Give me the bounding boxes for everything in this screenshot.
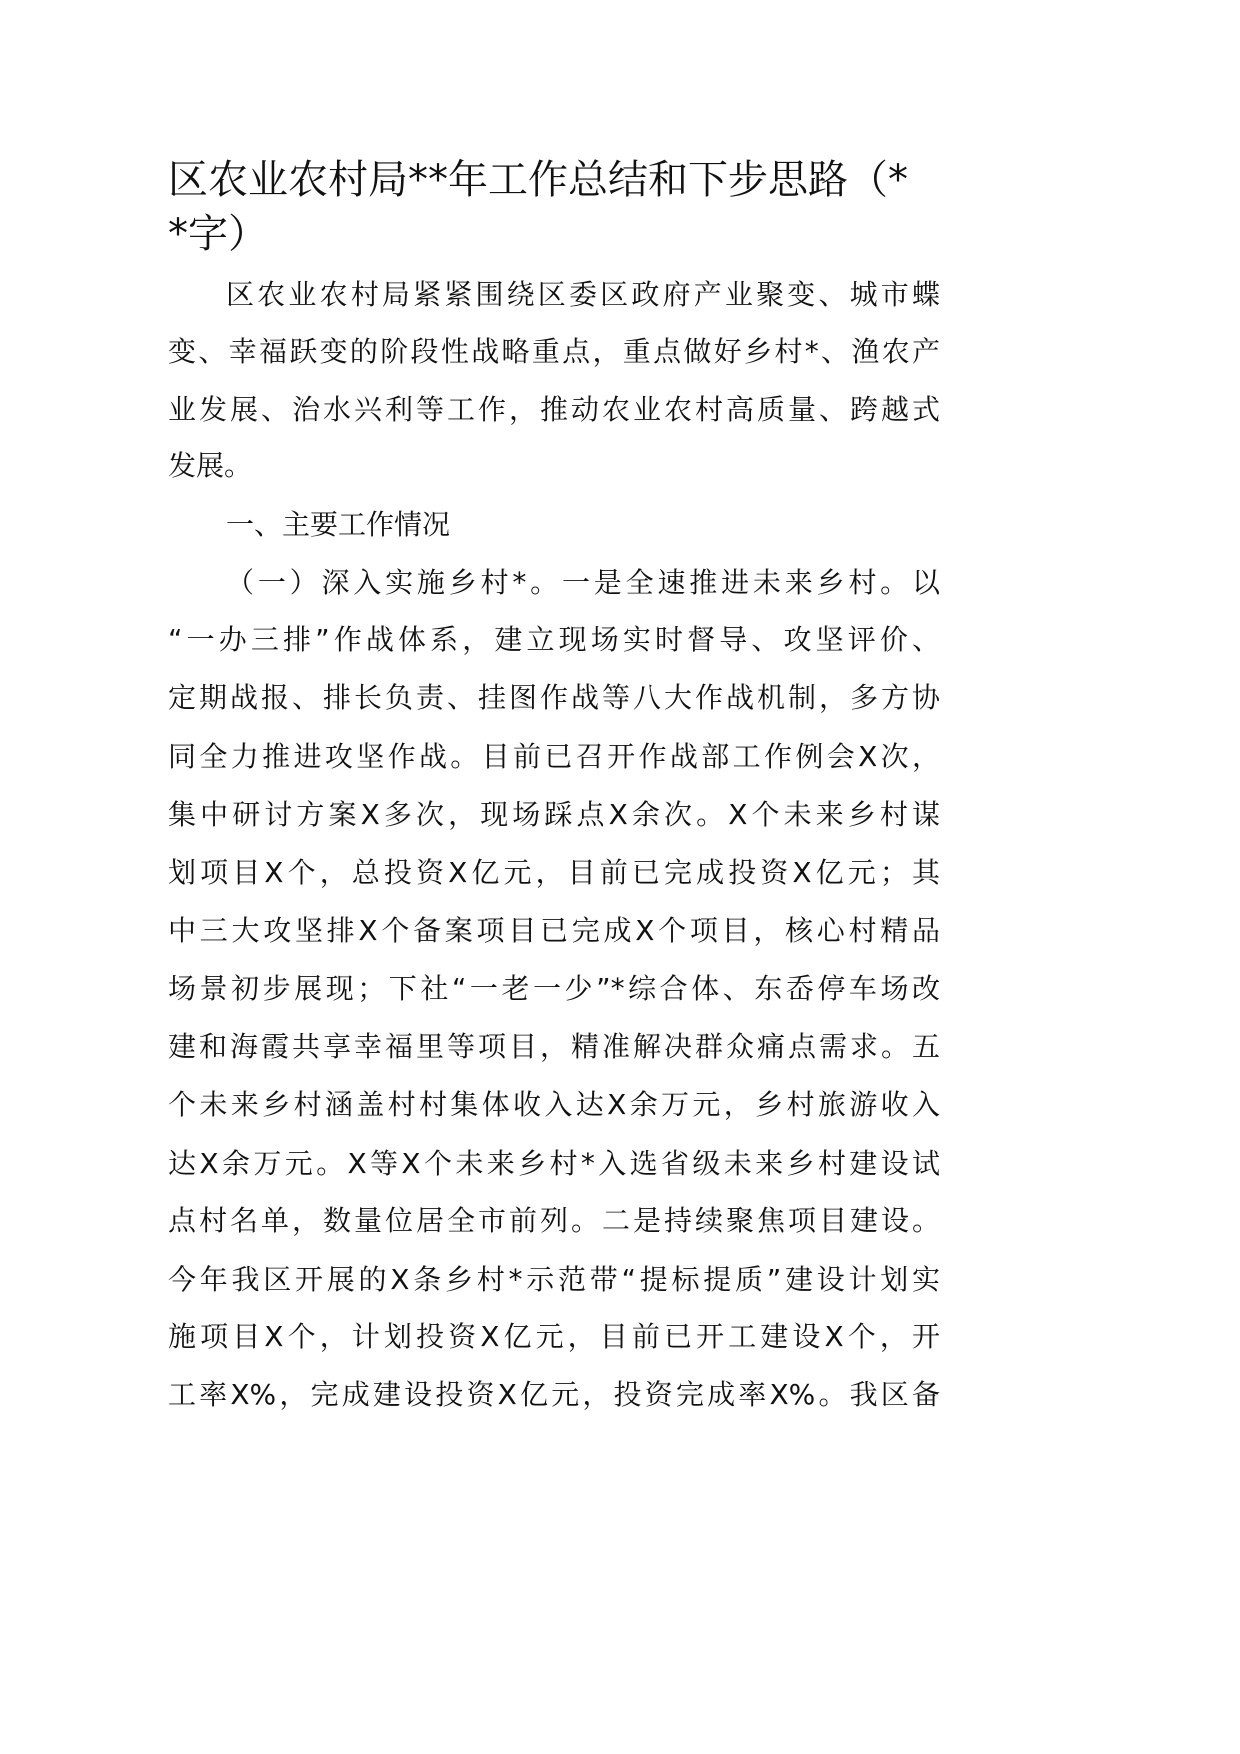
section-heading: 一、主要工作情况 [226,508,451,541]
paragraph-line: 工率X%，完成建设投资X亿元，投资完成率X%。我区备 [168,1378,940,1411]
paragraph-line: 点村名单，数量位居全市前列。二是持续聚焦项目建设。 [168,1204,940,1237]
paragraph-line: 集中研讨方案X多次，现场踩点X余次。X个未来乡村谋 [168,798,940,831]
paragraph-line: 业发展、治水兴利等工作，推动农业农村高质量、跨越式 [168,393,940,426]
paragraph-line: 发展。 [168,449,253,482]
paragraph-line: 定期战报、排长负责、挂图作战等八大作战机制，多方协 [168,681,940,714]
document-title-line-1: 区农业农村局**年工作总结和下步思路（* [168,157,908,203]
paragraph-line: 达X余万元。X等X个未来乡村*入选省级未来乡村建设试 [168,1147,940,1180]
paragraph-line: “一办三排”作战体系，建立现场实时督导、攻坚评价、 [168,623,940,656]
paragraph-line: 中三大攻坚排X个备案项目已完成X个项目，核心村精品 [168,914,940,947]
paragraph-line: 变、幸福跃变的阶段性战略重点，重点做好乡村*、渔农产 [168,335,940,368]
paragraph-line: 场景初步展现；下社“一老一少”*综合体、东岙停车场改 [168,972,940,1005]
paragraph-line: 划项目X个，总投资X亿元，目前已完成投资X亿元；其 [168,856,940,889]
paragraph-line: 同全力推进攻坚作战。目前已召开作战部工作例会X次， [168,740,940,773]
paragraph-line: 区农业农村局紧紧围绕区委区政府产业聚变、城市蝶 [226,278,940,311]
paragraph-line: 施项目X个，计划投资X亿元，目前已开工建设X个，开 [168,1320,940,1353]
paragraph-line: 个未来乡村涵盖村村集体收入达X余万元，乡村旅游收入 [168,1088,940,1121]
paragraph-line: 建和海霞共享幸福里等项目，精准解决群众痛点需求。五 [168,1030,940,1063]
paragraph-line: 今年我区开展的X条乡村*示范带“提标提质”建设计划实 [168,1263,940,1296]
document-title-line-2: *字） [168,211,268,257]
paragraph-line: （一）深入实施乡村*。一是全速推进未来乡村。以 [226,566,940,599]
